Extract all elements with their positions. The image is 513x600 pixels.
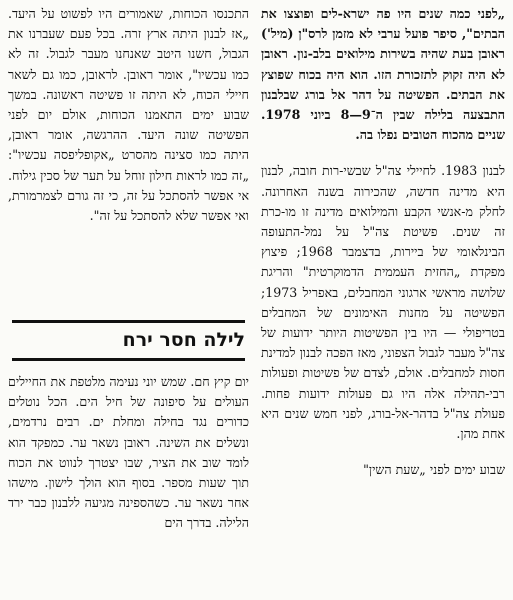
- section-body: יום קיץ חם. שמש יוני נעימה מלטפת את החיילים העולים על סיפונה של חיל הים. הכל נוטלים כדורים נגד בחילה ומחלת ים. רבים נרדמים, ונשלים את השינה. ראובן נשאר ער. כמפקד הוא לומד שוב את הציר, שבו יצטרך לנווט את הכוח תוך שעות מספר. בסוף הוא הולך לישון. מישהו אחר נשאר ער. כשהספינה מגיעה ללבנון כבר ירד הלילה. בדרך הים: [8, 374, 249, 531]
- paragraph-gap: [261, 444, 505, 460]
- section-heading: לילה חסר ירח: [122, 329, 245, 351]
- right-column: [261, 4, 505, 480]
- left-column-top: [8, 4, 249, 226]
- article-lead: „לפני כמה שנים היו פה ישרא-לים ופוצצו את הבתים", סיפר פועל ערבי לא מזמן לרס"ן (מיל') ראובן בעת שהיה בשירות מילואים בלב-נון. ראובן לא היה זקוק לתזכורת הזו. הוא היה בכוח שפוצץ את הבתים. הפשיטה על דהר אל בורג שבלבנון התבצעה בלילה שבין ה־9—8 ביוני 1978. שניים מהכוח הטובים נפלו בה.: [261, 6, 506, 143]
- article-continuation: התכנסו הכוחות, שאמורים היו לפשוט על היעד. „אז לבנון היתה ארץ זרה. בכל פעם שעברנו את הגבול, חשנו היטב שאנחנו מעבר לגבול. זה לא כמו עכשיו", אומר ראובן. לראובן, כמו גם לשאר חיילי הכוח, לא היתה זו פשיטה ראשונה. במשך שבוע ימים התאמנו הכוחות, אולם יום לפני הפשיטה שונה היעד. ההרגשה, אומר ראובן, היתה כמו סצינה מהסרט „אקופליפסה עכשיו": „זה כמו לראות חילון זוחל על תער של סכין גילוח. אי אפשר להסתכל על זה, כי זה גורם לצמרמורת, ואי אפשר שלא להסתכל על זה".: [8, 6, 249, 224]
- section-rule-top: [12, 320, 245, 323]
- left-column-bottom: [8, 372, 249, 534]
- article-tail: שבוע ימים לפני „שעת השין": [363, 462, 505, 478]
- section-rule-bottom: [12, 358, 245, 361]
- article-body: לבנון 1983. לחיילי צה"ל שבשי-רות חובה, לבנון היא מדינה חדשה, שהכירוה בשנה האחרונה. לחלק מ-אנשי הקבע והמילואים מדינה זו מו-כרת זה שנים. פשיטת צה"ל על נמל-התעופה הבינלאומי של ביירות, בדצמבר 1968; פיצוץ מפקדת „החזית העממית הדמוקרטית" והריגת שלושה מראשי ארגוני המחבלים, באפריל 1973; הפשיטה על מחנות האימונים של המחבלים בטריפולי — היו בין הפשיטות היותר ידועות של צה"ל מעבר לגבול הצפוני, מאז הפכה לבנון למדינת חסות למחבלים. אולם, לצדם של פשיטות ופעולות רבי-תהילה אלה היו גם פעולות ידועות פחות. פעולת צה"ל בדהר-אל-בורג, לפני חמש שנים היא אחת מהן.: [261, 163, 505, 442]
- paragraph-gap: [261, 145, 505, 161]
